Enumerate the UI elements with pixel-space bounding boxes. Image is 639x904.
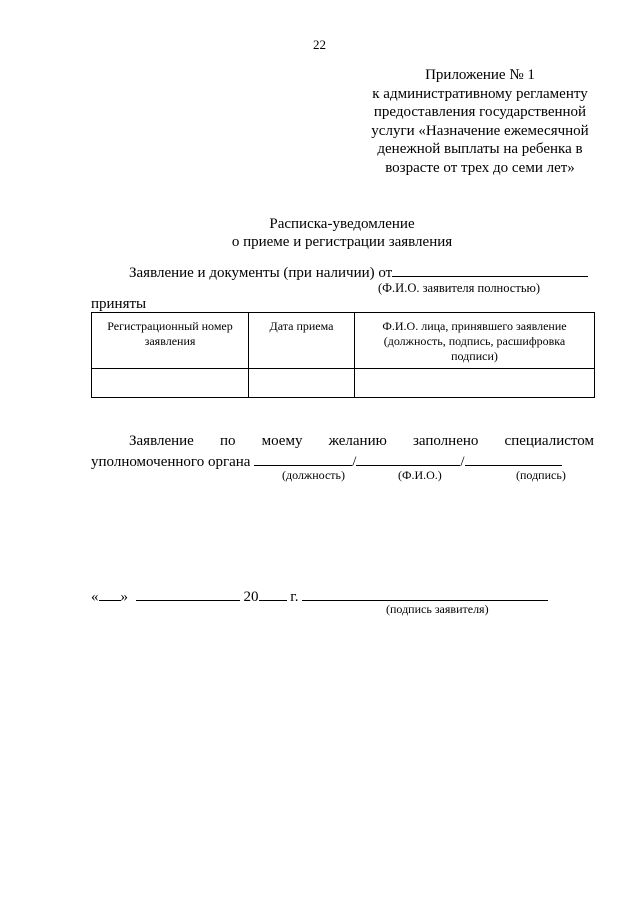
open-quote: « (91, 589, 99, 605)
filled-word: желанию (328, 433, 387, 449)
position-field[interactable] (254, 451, 352, 466)
applicant-signature-field[interactable] (302, 586, 548, 601)
receipt-subtitle: о приеме и регистрации заявления (231, 234, 453, 250)
applicant-signature-caption: (подпись заявителя) (386, 602, 489, 616)
cell-accepted-by[interactable] (355, 369, 595, 398)
caption-position: (должность) (282, 468, 345, 482)
appendix-line: услуги «Назначение ежемесячной (371, 122, 589, 139)
filled-word: моему (261, 433, 303, 449)
filled-by-line1 (129, 433, 594, 450)
table-row (92, 369, 595, 398)
page-number: 22 (313, 37, 326, 52)
receipt-title: Расписка-уведомление (269, 216, 415, 232)
year-field[interactable] (259, 586, 287, 601)
appendix-line: денежной выплаты на ребенка в (377, 141, 583, 158)
statement-line (129, 262, 588, 282)
separator: / (352, 454, 357, 470)
caption-name: (Ф.И.О.) (398, 468, 442, 482)
cell-date[interactable] (249, 369, 355, 398)
year-suffix: г. (290, 589, 299, 605)
filled-word: Заявление (129, 433, 194, 449)
accepted-text: приняты (91, 296, 147, 312)
cell-reg-number[interactable] (92, 369, 249, 398)
appendix-line: Приложение № 1 (425, 67, 535, 83)
appendix-header (350, 66, 610, 178)
filled-word: специалистом (504, 433, 594, 449)
day-field[interactable] (99, 586, 121, 601)
appendix-line: к административному регламенту (372, 85, 588, 102)
caption-signature: (подпись) (516, 468, 566, 482)
appendix-line: предоставления государственной (373, 104, 587, 121)
signature-field[interactable] (465, 451, 562, 466)
applicant-name-field[interactable] (392, 262, 588, 277)
header-date: Дата приема (249, 313, 355, 369)
authority-text: уполномоченного органа (91, 454, 251, 470)
filled-word: заполнено (412, 433, 479, 449)
statement-text: Заявление и документы (при наличии) от (129, 265, 393, 281)
applicant-caption: (Ф.И.О. заявителя полностью) (378, 281, 541, 295)
close-quote: » (120, 589, 128, 605)
header-reg-number: Регистрационный номер заявления (92, 313, 249, 369)
year-prefix: 20 (243, 589, 259, 605)
table-header-row (92, 313, 595, 369)
registration-table (91, 312, 595, 398)
header-accepted-by: Ф.И.О. лица, принявшего заявление (должность, подпись, расшифровка подписи) (355, 313, 595, 369)
name-field[interactable] (356, 451, 460, 466)
month-field[interactable] (136, 586, 240, 601)
filled-word: по (219, 433, 236, 449)
appendix-line: возрасте от трех до семи лет» (385, 159, 575, 176)
separator: / (460, 454, 465, 470)
